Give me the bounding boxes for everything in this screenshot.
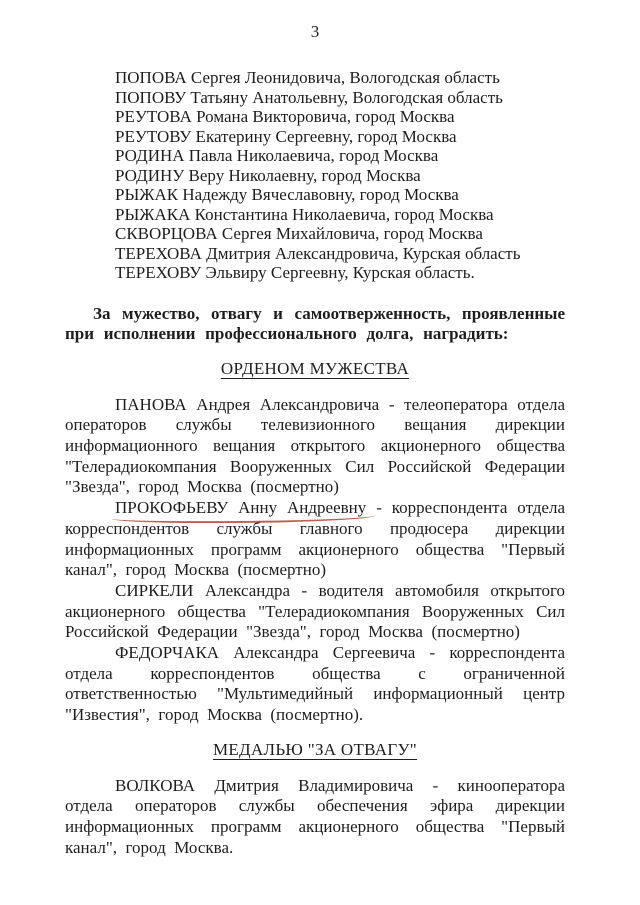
section-heading-order-of-courage (65, 359, 565, 380)
section-heading-medal-for-courage (65, 740, 565, 761)
section-heading-text: МЕДАЛЬЮ "ЗА ОТВАГУ" (212, 739, 418, 759)
list-item: РЫЖАК Надежду Вячеславовну, город Москва (115, 185, 459, 204)
page-number: 3 (310, 22, 320, 41)
section-medal-for-courage (65, 776, 565, 859)
recipients-list (115, 68, 565, 283)
list-item: РЫЖАКА Константина Николаевича, город Москва (115, 204, 494, 224)
list-item: ТЕРЕХОВА Дмитрия Александровича, Курская область (115, 243, 521, 263)
paragraph-text: - корреспондента отдела корреспондентов службы главного продюсера дирекции информационных программ акционерного общества "Первый канал", город Москва (посмертно) (65, 498, 565, 580)
highlighted-name: ПРОКОФЬЕВУ Анну Андреевну (115, 498, 367, 518)
citation-paragraph: За мужество, отвагу и самоотверженность, проявленные при исполнении профессионального долга, наградить: (65, 303, 565, 344)
section-order-of-courage (65, 395, 565, 726)
award-paragraph: СИРКЕЛИ Александра - водителя автомобиля открытого акционерного общества "Телерадиокомпания Вооруженных Сил Российской Федерации "Звезда", город Москва (посмертно) (65, 580, 565, 642)
list-item: РОДИНУ Веру Николаевну, город Москва (115, 165, 421, 185)
list-item: РЕУТОВА Романа Викторовича, город Москва (115, 107, 455, 126)
red-underline-annotation (115, 498, 366, 517)
list-item: РОДИНА Павла Николаевича, город Москва (115, 146, 439, 165)
list-item: ПОПОВА Сергея Леонидовича, Вологодская область (115, 68, 500, 87)
list-item: ТЕРЕХОВУ Эльвиру Сергеевну, Курская область. (115, 263, 475, 282)
list-item: РЕУТОВУ Екатерину Сергеевну, город Москва (115, 126, 457, 146)
award-paragraph (65, 498, 565, 581)
award-paragraph: ФЕДОРЧАКА Александра Сергеевича - корреспондента отдела корреспондентов общества с ограниченной ответственностью "Мультимедийный информационный центр "Известия", город Москва (посмертно). (65, 643, 565, 725)
list-item: СКВОРЦОВА Сергея Михайловича, город Москва (115, 224, 483, 243)
section-heading-text: ОРДЕНОМ МУЖЕСТВА (220, 358, 410, 378)
award-paragraph: ВОЛКОВА Дмитрия Владимировича - кинооператора отдела операторов службы обеспечения эфира дирекции информационных программ акционерного общества "Первый канал", город Москва. (65, 775, 565, 857)
award-paragraph: ПАНОВА Андрея Александровича - телеоператора отдела операторов службы телевизионного вещания дирекции информационного вещания открытого акционерного общества "Телерадиокомпания Вооруженных Сил Российской Федерации "Звезда", город Москва (посмертно) (65, 394, 565, 497)
list-item: ПОПОВУ Татьяну Анатольевну, Вологодская область (115, 87, 503, 107)
